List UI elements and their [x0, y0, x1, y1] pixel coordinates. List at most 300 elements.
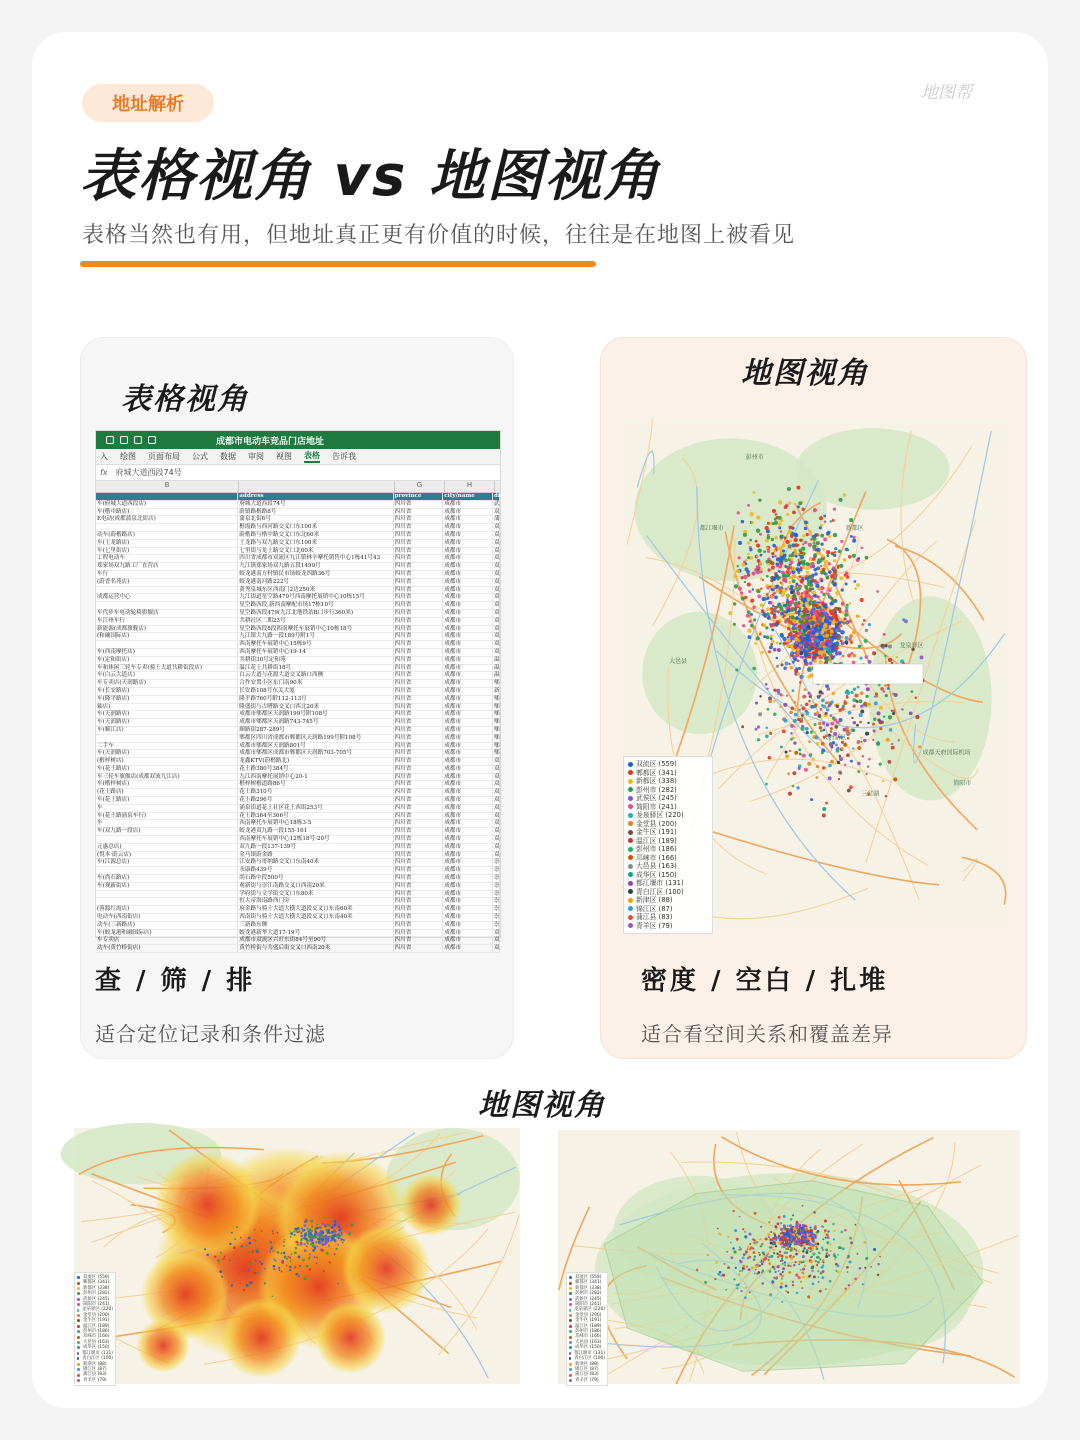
table-cell[interactable]: 四川省	[394, 579, 444, 586]
table-cell[interactable]	[96, 735, 238, 742]
table-row[interactable]	[96, 867, 500, 875]
table-cell[interactable]: 车和体闲三轮车专卖(骑士大道共耕街段店)	[96, 665, 238, 672]
table-cell[interactable]: 成都市	[443, 930, 493, 937]
table-cell[interactable]: 蛟龙港新华大道17-19号	[238, 930, 393, 937]
table-cell[interactable]	[96, 587, 238, 594]
table-row[interactable]	[96, 555, 500, 563]
table-row[interactable]	[96, 906, 500, 914]
table-cell[interactable]: 成都市	[443, 867, 493, 874]
table-cell[interactable]: 双	[494, 804, 500, 811]
table-row[interactable]	[96, 633, 500, 641]
table-cell[interactable]: 成都市	[443, 914, 493, 921]
table-cell[interactable]: 成都市	[443, 766, 493, 773]
table-cell[interactable]: province	[394, 493, 444, 500]
table-cell[interactable]: 四川省	[394, 891, 444, 898]
table-cell[interactable]: 成都市	[443, 937, 493, 944]
table-cell[interactable]: 温	[494, 656, 500, 663]
table-cell[interactable]: 车(西南摩托店)	[96, 649, 238, 656]
table-cell[interactable]: 四川省	[394, 797, 444, 804]
table-cell[interactable]: 成都市	[443, 813, 493, 820]
table-cell[interactable]: 四川省	[394, 540, 444, 547]
table-cell[interactable]: 双	[494, 789, 500, 796]
table-cell[interactable]: 成都市	[443, 618, 493, 625]
table-cell[interactable]: 车	[96, 805, 238, 812]
table-cell[interactable]: 车	[96, 820, 238, 827]
table-cell[interactable]: 车(天润路店)	[96, 711, 238, 718]
table-cell[interactable]: 车专卖店	[96, 937, 238, 944]
table-cell[interactable]: 新	[494, 687, 500, 694]
table-cell[interactable]: 四川省	[394, 548, 444, 555]
table-cell[interactable]	[96, 836, 238, 843]
table-cell[interactable]: 西南摩托车展销中心19-14	[238, 649, 393, 656]
table-cell[interactable]: 蔚楷路与楷中路交叉口东北60米	[238, 532, 393, 539]
table-row[interactable]	[96, 805, 500, 813]
table-cell[interactable]: 西南摩托车展销中心18栋3-5	[238, 820, 393, 827]
table-cell[interactable]: 双	[494, 843, 500, 850]
table-row[interactable]	[96, 766, 500, 774]
table-cell[interactable]: 双	[494, 836, 500, 843]
table-cell[interactable]: 双	[494, 648, 500, 655]
ribbon-tab[interactable]: 页面布局	[148, 452, 180, 461]
table-cell[interactable]: 新能源(成都旗舰店)	[96, 626, 238, 633]
table-cell[interactable]: 车三轮车旗舰店(成都双流九江店)	[96, 774, 238, 781]
table-cell[interactable]: 花土路296号	[238, 797, 393, 804]
table-cell[interactable]	[96, 641, 238, 648]
table-cell[interactable]: 成都市	[443, 602, 493, 609]
table-cell[interactable]: 蒲泉北街6号	[238, 516, 393, 523]
table-cell[interactable]: 车(定和街店)	[96, 657, 238, 664]
table-cell[interactable]: 双	[494, 594, 500, 601]
table-cell[interactable]: 四川省	[394, 602, 444, 609]
table-cell[interactable]: 双	[494, 547, 500, 554]
table-cell[interactable]: 车(楷梓树店)	[96, 781, 238, 788]
table-cell[interactable]: 四川省	[394, 727, 444, 734]
table-cell[interactable]: 双	[494, 633, 500, 640]
table-cell[interactable]: 成都市	[443, 828, 493, 835]
table-cell[interactable]: 双	[494, 929, 500, 936]
table-cell[interactable]: 郫	[494, 703, 500, 710]
table-cell[interactable]: 楷梓树楷道路86号	[238, 781, 393, 788]
table-cell[interactable]: 府金路与骑士大道大横大道段交叉口东南60米	[238, 906, 393, 913]
table-cell[interactable]: 四川省	[394, 555, 444, 562]
table-cell[interactable]: 车(天润路店)	[96, 719, 238, 726]
table-cell[interactable]: 崇	[494, 906, 500, 913]
column-header[interactable]	[239, 481, 395, 492]
table-cell[interactable]: 成都运营中心	[96, 594, 238, 601]
table-cell[interactable]: 成都市	[443, 509, 493, 516]
ribbon-tab[interactable]: 视图	[276, 452, 292, 461]
table-row[interactable]	[96, 594, 500, 602]
table-cell[interactable]: 四川省	[394, 875, 444, 882]
table-cell[interactable]: 四川省	[394, 937, 444, 944]
table-cell[interactable]: 黄秀泉城东区西南门2边250米	[238, 587, 393, 594]
table-cell[interactable]: 成都市双流区兴旺东街84号至90号	[238, 937, 393, 944]
table-row[interactable]	[96, 727, 500, 735]
table-cell[interactable]: 江安路与哥纳路交叉口东南40米	[238, 859, 393, 866]
table-cell[interactable]: 成都市	[443, 852, 493, 859]
table-cell[interactable]	[96, 891, 238, 898]
table-cell[interactable]: 成都市	[443, 594, 493, 601]
table-cell[interactable]: 双	[494, 524, 500, 531]
table-cell[interactable]: 双	[494, 851, 500, 858]
table-cell[interactable]: 四川省	[394, 641, 444, 648]
table-cell[interactable]	[96, 524, 238, 531]
table-cell[interactable]: 成都市	[443, 626, 493, 633]
table-cell[interactable]: 成都市	[443, 571, 493, 578]
table-cell[interactable]: 四川省	[394, 657, 444, 664]
table-cell[interactable]: 车(隆平路店)	[96, 696, 238, 703]
table-cell[interactable]: 轴店)	[96, 704, 238, 711]
table-cell[interactable]: 四川省	[394, 680, 444, 687]
table-row[interactable]	[96, 649, 500, 657]
ribbon-tab[interactable]: 审阅	[248, 452, 264, 461]
table-cell[interactable]: 九江街道星空路479号西南摩托展销中心10栋15号	[238, 594, 393, 601]
table-cell[interactable]: 永康路439号	[238, 867, 393, 874]
table-cell[interactable]: 四川省	[394, 688, 444, 695]
table-row[interactable]	[96, 891, 500, 899]
table-cell[interactable]: 二手车	[96, 743, 238, 750]
table-row[interactable]	[96, 875, 500, 883]
table-cell[interactable]: 成都市	[443, 906, 493, 913]
table-cell[interactable]: 成都市	[443, 922, 493, 929]
table-cell[interactable]: 车(楷中路店)	[96, 509, 238, 516]
table-row[interactable]	[96, 657, 500, 665]
table-cell[interactable]: 四川省	[394, 735, 444, 742]
table-cell[interactable]: 郫	[494, 695, 500, 702]
table-cell[interactable]: 花土路380号384号	[238, 766, 393, 773]
table-cell[interactable]: 四川省	[394, 571, 444, 578]
table-cell[interactable]: 成都市	[443, 641, 493, 648]
table-cell[interactable]: 四川省	[394, 914, 444, 921]
table-cell[interactable]: 四川省	[394, 852, 444, 859]
table-cell[interactable]: 郫	[494, 719, 500, 726]
table-cell[interactable]: 车(江源总店)	[96, 859, 238, 866]
table-cell[interactable]: 双	[494, 578, 500, 585]
table-cell[interactable]: 动车(蔚楷路店)	[96, 532, 238, 539]
table-cell[interactable]: 蒲	[494, 516, 500, 523]
table-row[interactable]	[96, 696, 500, 704]
table-cell[interactable]: 崇	[494, 890, 500, 897]
table-cell[interactable]: 郫	[494, 680, 500, 687]
table-cell[interactable]: 四川省	[394, 711, 444, 718]
table-cell[interactable]: 四川省	[394, 774, 444, 781]
table-cell[interactable]: 车(花土路店)	[96, 797, 238, 804]
table-cell[interactable]: 四川省	[394, 594, 444, 601]
table-cell[interactable]: 四川省	[394, 859, 444, 866]
table-cell[interactable]: 车代步车电动轮椅旗舰店	[96, 610, 238, 617]
table-row[interactable]	[96, 735, 500, 743]
column-header[interactable]: H	[445, 481, 495, 492]
table-cell[interactable]: 四川省	[394, 649, 444, 656]
table-cell[interactable]: 九江镇大九路一段189号附1号	[238, 633, 393, 640]
table-row[interactable]	[96, 610, 500, 618]
table-row[interactable]	[96, 501, 500, 509]
table-cell[interactable]: (蓉源红霞店)	[96, 906, 238, 913]
table-cell[interactable]: 四川省	[394, 758, 444, 765]
table-cell[interactable]: 四川省	[394, 781, 444, 788]
table-cell[interactable]: 双	[494, 617, 500, 624]
table-cell[interactable]: 成都市	[443, 540, 493, 547]
table-cell[interactable]: 崇	[494, 898, 500, 905]
table-cell[interactable]: 车(尚石路店)	[96, 875, 238, 882]
table-cell[interactable]: 四川省	[394, 883, 444, 890]
table-cell[interactable]: 龙鑫KTV(蔚楷路北)	[238, 758, 393, 765]
ribbon-tab[interactable]: 公式	[192, 452, 208, 461]
table-cell[interactable]: 四川省	[394, 563, 444, 570]
table-cell[interactable]: 成都市	[443, 774, 493, 781]
table-cell[interactable]: 双	[494, 508, 500, 515]
table-cell[interactable]: 郫	[494, 711, 500, 718]
table-row[interactable]	[96, 579, 500, 587]
table-cell[interactable]: 成都市郫都区天润路743-745号	[238, 719, 393, 726]
table-cell[interactable]: 成都市	[443, 859, 493, 866]
table-cell[interactable]: 郫都区四川省成都市郫都区天润路199号附108号	[238, 735, 393, 742]
table-cell[interactable]: 学府街与文学街交叉口东80米	[238, 891, 393, 898]
table-cell[interactable]: 观新街与崇江南路交叉口西南20米	[238, 883, 393, 890]
table-cell[interactable]: 四川省	[394, 836, 444, 843]
table-cell[interactable]: 双	[494, 555, 500, 562]
table-cell[interactable]: 双	[494, 937, 500, 944]
table-cell[interactable]: 车行	[96, 571, 238, 578]
ribbon-tab[interactable]: 绘图	[120, 452, 136, 461]
table-cell[interactable]: 郑家场双九路工厂直营店	[96, 563, 238, 570]
table-cell[interactable]: 双	[494, 812, 500, 819]
table-row[interactable]	[96, 719, 500, 727]
table-cell[interactable]: 九江镇郑家场双九路五段1499号	[238, 563, 393, 570]
table-cell[interactable]: 元惠总店)	[96, 844, 238, 851]
table-cell[interactable]: 成都市	[443, 945, 493, 952]
table-cell[interactable]: 成都市	[443, 587, 493, 594]
table-row[interactable]	[96, 774, 500, 782]
table-cell[interactable]: 四川省	[394, 501, 444, 508]
table-row[interactable]	[96, 524, 500, 532]
table-row[interactable]	[96, 883, 500, 891]
table-cell[interactable]: 双	[494, 758, 500, 765]
table-cell[interactable]: 四川省	[394, 704, 444, 711]
table-cell[interactable]: 土龙路与双九路交叉口东100米	[238, 540, 393, 547]
table-cell[interactable]: 长安路108号东关大厦	[238, 688, 393, 695]
table-cell[interactable]: 蛟龙港南方村镇民市场蛟龙四路36号	[238, 571, 393, 578]
table-cell[interactable]: 双	[494, 531, 500, 538]
table-cell[interactable]: 四川省	[394, 805, 444, 812]
table-cell[interactable]: 成都市	[443, 610, 493, 617]
table-cell[interactable]: city/name	[443, 493, 493, 500]
table-cell[interactable]: 车(双九路一段店)	[96, 828, 238, 835]
column-header[interactable]: G	[395, 481, 445, 492]
table-cell[interactable]: 成都市	[443, 688, 493, 695]
table-cell[interactable]: 车(天润路店)	[96, 750, 238, 757]
table-cell[interactable]: 四川省	[394, 524, 444, 531]
table-cell[interactable]: 成都市	[443, 743, 493, 750]
table-cell[interactable]: 双	[494, 625, 500, 632]
table-cell[interactable]: 车(蛟龙港和融国际店)	[96, 930, 238, 937]
table-cell[interactable]: 双	[494, 820, 500, 827]
table-cell[interactable]: 崇	[494, 859, 500, 866]
table-cell[interactable]: 车(花土路涌泉车行)	[96, 813, 238, 820]
table-cell[interactable]: 四川省	[394, 906, 444, 913]
table-cell[interactable]: 成都市	[443, 665, 493, 672]
table-cell[interactable]: 三新路东侧	[238, 922, 393, 929]
table-cell[interactable]: 四川省	[394, 587, 444, 594]
table-cell[interactable]: 四川省	[394, 516, 444, 523]
table-cell[interactable]: 双	[494, 797, 500, 804]
table-row[interactable]	[96, 532, 500, 540]
table-cell[interactable]: 白云大道与花源大道交叉路口西侧	[238, 672, 393, 679]
table-cell[interactable]: 成都市	[443, 735, 493, 742]
table-cell[interactable]: 双	[494, 945, 500, 952]
table-cell[interactable]: 成都市	[443, 719, 493, 726]
table-row[interactable]	[96, 509, 500, 517]
table-cell[interactable]: 崇	[494, 921, 500, 928]
table-cell[interactable]: 车(长安路店)	[96, 688, 238, 695]
table-cell[interactable]: 四川省	[394, 532, 444, 539]
table-cell[interactable]: (花土路店)	[96, 789, 238, 796]
table-cell[interactable]: 成都市	[443, 696, 493, 703]
table-row[interactable]	[96, 797, 500, 805]
table-cell[interactable]: 成都市	[443, 836, 493, 843]
table-cell[interactable]: 双	[494, 828, 500, 835]
table-cell[interactable]: 双	[494, 609, 500, 616]
sheet-header-row[interactable]	[96, 493, 504, 501]
table-row[interactable]	[96, 789, 500, 797]
table-cell[interactable]: 崇	[494, 914, 500, 921]
table-cell[interactable]: 成都市	[443, 898, 493, 905]
table-cell[interactable]: 双	[494, 586, 500, 593]
table-cell[interactable]: 车(土龙路店)	[96, 540, 238, 547]
table-cell[interactable]: 成都市	[443, 649, 493, 656]
table-cell[interactable]	[96, 602, 238, 609]
table-cell[interactable]: 涌泉街道花土社区花土西街253号	[238, 805, 393, 812]
table-cell[interactable]: 车(府城大道西段店)	[96, 501, 238, 508]
table-cell[interactable]: 成都市	[443, 532, 493, 539]
table-cell[interactable]: 四川省	[394, 626, 444, 633]
table-row[interactable]	[96, 618, 500, 626]
table-row[interactable]	[96, 758, 500, 766]
table-cell[interactable]: (蔚香名苑店)	[96, 579, 238, 586]
table-row[interactable]	[96, 828, 500, 836]
table-cell[interactable]	[96, 493, 238, 500]
table-cell[interactable]: 四川省	[394, 813, 444, 820]
table-cell[interactable]: 成都市郫都区天润路801号	[238, 743, 393, 750]
table-cell[interactable]: 郫	[494, 726, 500, 733]
table-row[interactable]	[96, 571, 500, 579]
table-cell[interactable]: 成都市	[443, 555, 493, 562]
table-cell[interactable]: 成都市	[443, 805, 493, 812]
table-cell[interactable]: 车(顺江店)	[96, 727, 238, 734]
table-row[interactable]	[96, 844, 500, 852]
table-cell[interactable]: 成都市	[443, 875, 493, 882]
table-cell[interactable]: 郫	[494, 742, 500, 749]
table-cell[interactable]: 双	[494, 539, 500, 546]
table-cell[interactable]: 郫	[494, 750, 500, 757]
table-cell[interactable]: 隆平路760号附112-113号	[238, 696, 393, 703]
table-cell[interactable]: 四川省	[394, 930, 444, 937]
table-row[interactable]	[96, 922, 500, 930]
table-cell[interactable]: 成都市郫都区成都市郫都区天润路703-705号	[238, 750, 393, 757]
table-cell[interactable]: 车(花土路店)	[96, 766, 238, 773]
table-row[interactable]	[96, 859, 500, 867]
table-cell[interactable]: 双	[494, 781, 500, 788]
table-cell[interactable]: 崇	[494, 867, 500, 874]
table-cell[interactable]: 四川省	[394, 665, 444, 672]
table-cell[interactable]: 星空路西段8段西南摩托车展销中心10栋18号	[238, 626, 393, 633]
table-cell[interactable]: 成都市	[443, 727, 493, 734]
table-cell[interactable]: 双	[494, 602, 500, 609]
table-cell[interactable]: 四川省	[394, 867, 444, 874]
table-cell[interactable]: 四川省	[394, 743, 444, 750]
table-cell[interactable]: 成都市郫都区天润路199号附108号	[238, 711, 393, 718]
table-cell[interactable]: 双	[494, 563, 500, 570]
table-cell[interactable]: 成都市	[443, 633, 493, 640]
table-cell[interactable]: 四川省成都市双流区九江镇林辛摩托销售中心1栋41号43	[238, 555, 393, 562]
table-row[interactable]	[96, 672, 500, 680]
table-cell[interactable]: 成都市	[443, 891, 493, 898]
table-cell[interactable]: 成都市	[443, 704, 493, 711]
table-cell[interactable]: 星空路西段,新西南摩配市场17栋10号	[238, 602, 393, 609]
table-row[interactable]	[96, 711, 500, 719]
table-row[interactable]	[96, 540, 500, 548]
table-cell[interactable]: address	[238, 493, 393, 500]
table-cell[interactable]: 车(白云大道店)	[96, 672, 238, 679]
table-cell[interactable]: 双	[494, 641, 500, 648]
table-cell[interactable]: 四川省	[394, 898, 444, 905]
table-cell[interactable]: 成都市	[443, 844, 493, 851]
table-cell[interactable]: 蛟龙港双九路一段155-161	[238, 828, 393, 835]
table-cell[interactable]: 郫	[494, 734, 500, 741]
table-row[interactable]	[96, 688, 500, 696]
table-cell[interactable]: 双	[494, 765, 500, 772]
column-header[interactable]: B	[96, 481, 239, 492]
table-cell[interactable]: 楷霞路与西河路交叉口东100米	[238, 524, 393, 531]
table-cell[interactable]: 成都市	[443, 548, 493, 555]
table-cell[interactable]: 四川省	[394, 789, 444, 796]
table-cell[interactable]: 成都市	[443, 657, 493, 664]
table-cell[interactable]: 温江花土共耕街18号	[238, 665, 393, 672]
table-cell[interactable]: 成都市	[443, 680, 493, 687]
table-cell[interactable]: 西南街与骑士大道大横大道段交叉口东南40米	[238, 914, 393, 921]
table-cell[interactable]: 成都市	[443, 781, 493, 788]
table-cell[interactable]: 四川省	[394, 696, 444, 703]
table-cell[interactable]: 成都市	[443, 797, 493, 804]
table-cell[interactable]: 尚石路中段500号	[238, 875, 393, 882]
table-cell[interactable]: 车(七里街店)	[96, 548, 238, 555]
table-cell[interactable]: 花土路364至366号	[238, 813, 393, 820]
table-cell[interactable]: 蛟龙港南河路222号	[238, 579, 393, 586]
table-cell[interactable]: 合作安置小区东门南90米	[238, 680, 393, 687]
table-cell[interactable]: 工程电动车	[96, 555, 238, 562]
table-cell[interactable]: 恒大帝海南路西门旁	[238, 898, 393, 905]
table-cell[interactable]: 四川省	[394, 945, 444, 952]
table-cell[interactable]	[96, 867, 238, 874]
table-row[interactable]	[96, 781, 500, 789]
table-cell[interactable]: 府城大道西段74号	[238, 501, 393, 508]
table-cell[interactable]: 成都市	[443, 750, 493, 757]
table-cell[interactable]: 成都市	[443, 758, 493, 765]
table-cell[interactable]: 西南摩托车展销中心15栋9号	[238, 641, 393, 648]
table-cell[interactable]: 共耕街30号定和苑	[238, 657, 393, 664]
table-cell[interactable]: 四川省	[394, 750, 444, 757]
table-cell[interactable]: 双九路一段137-139号	[238, 844, 393, 851]
table-cell[interactable]	[96, 898, 238, 905]
table-cell[interactable]: 双	[494, 570, 500, 577]
table-cell[interactable]: 车江州车行	[96, 618, 238, 625]
table-cell[interactable]: 成都市	[443, 672, 493, 679]
table-cell[interactable]: 四川省	[394, 766, 444, 773]
table-cell[interactable]: 黄竹桥街与共盛后街交叉口西南20米	[238, 945, 393, 952]
table-cell[interactable]: 成都市	[443, 711, 493, 718]
ribbon-tab[interactable]: 告诉我	[332, 452, 356, 461]
table-row[interactable]	[96, 680, 500, 688]
